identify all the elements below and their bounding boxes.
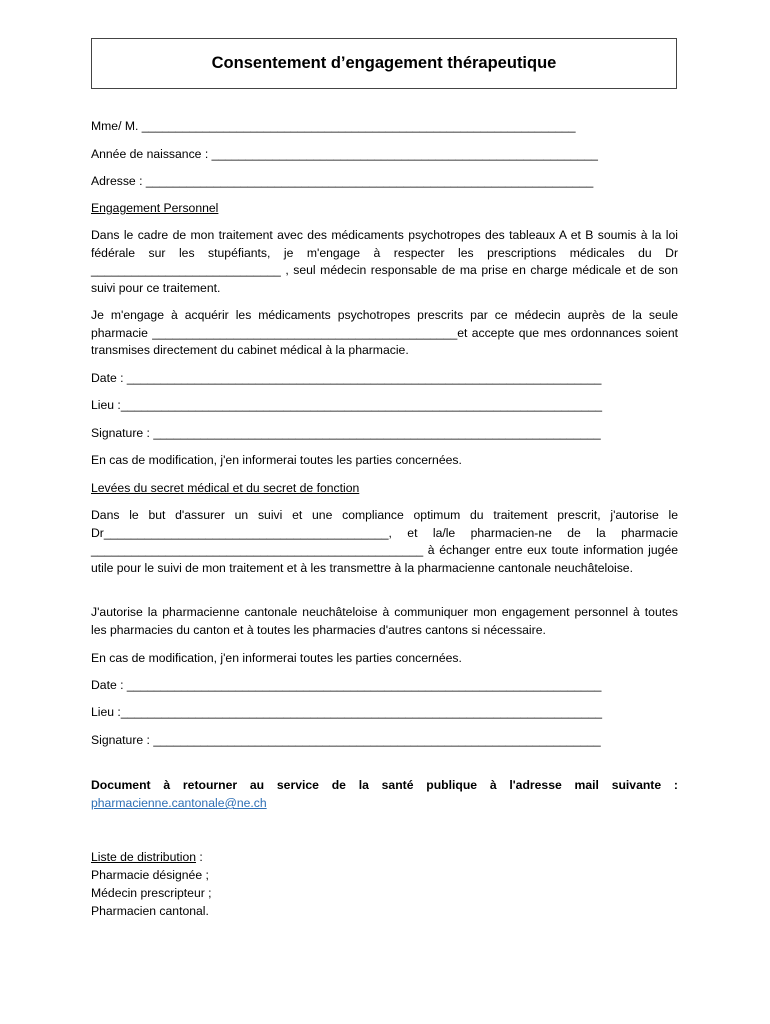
distribution-heading: Liste de distribution — [91, 850, 197, 864]
date-field-2[interactable]: Date : ______________________________________________________________________ — [91, 678, 602, 692]
lieu-field-1[interactable]: Lieu :_______________________________________________________________________ — [91, 398, 603, 412]
distribution-item: Pharmacien cantonal. — [91, 904, 209, 918]
distribution-item: Pharmacie désignée ; — [91, 868, 209, 882]
email-link[interactable]: pharmacienne.cantonale@ne.ch — [91, 796, 267, 810]
date-field-1[interactable]: Date : ______________________________________________________________________ — [91, 371, 602, 385]
return-notice: Document à retourner au service de la santé publique à l'adresse mail suivante : — [91, 778, 678, 792]
lieu-field-2[interactable]: Lieu :_______________________________________________________________________ — [91, 705, 603, 719]
secret-paragraph-1: Dans le but d'assurer un suivi et une compliance optimum du traitement prescrit, j'autorise le Dr__________________________________________, et la/le pharmacien-ne de la pharmacie _________________________________________________ à échanger entre eux toute information jugée utile pour le suivi de mon traitement et à les transmettre à la pharmacienne cantonale neuchâteloise. — [91, 508, 678, 575]
section-heading-secret: Levées du secret médical et du secret de fonction — [91, 481, 360, 495]
email-link-wrapper — [91, 795, 267, 812]
distribution-item: Médecin prescripteur ; — [91, 886, 212, 900]
signature-field-1[interactable]: Signature : __________________________________________________________________ — [91, 426, 601, 440]
secret-paragraph-2: J'autorise la pharmacienne cantonale neuchâteloise à communiquer mon engagement personnel à toutes les pharmacies du canton et à toutes les pharmacies d'autres cantons si nécessaire. — [91, 605, 678, 637]
engagement-paragraph-1: Dans le cadre de mon traitement avec des médicaments psychotropes des tableaux A et B soumis à la loi fédérale sur les stupéfiants, je m'engage à respecter les prescriptions médicales du Dr ____________________________ , seul médecin responsable de ma prise en charge médicale et de son suivi pour ce traitement. — [91, 228, 678, 295]
document-title: Consentement d’engagement thérapeutique — [211, 54, 557, 72]
address-field[interactable]: Adresse : __________________________________________________________________ — [91, 174, 594, 188]
engagement-paragraph-2: Je m'engage à acquérir les médicaments psychotropes prescrits par ce médecin auprès de la seule pharmacie _____________________________________________et accepte que mes ordonnances soient transmises directement du cabinet médical à la pharmacie. — [91, 308, 678, 358]
distribution-colon: : — [196, 850, 203, 864]
modification-notice-1: En cas de modification, j'en informerai toutes les parties concernées. — [91, 453, 462, 467]
name-field[interactable]: Mme/ M. ________________________________________________________________ — [91, 119, 576, 133]
distribution-heading-line — [91, 849, 203, 866]
modification-notice-2: En cas de modification, j'en informerai toutes les parties concernées. — [91, 651, 462, 665]
title-box — [91, 38, 677, 89]
section-heading-engagement: Engagement Personnel — [91, 201, 219, 215]
birth-year-field[interactable]: Année de naissance : _________________________________________________________ — [91, 147, 598, 161]
signature-field-2[interactable]: Signature : __________________________________________________________________ — [91, 733, 601, 747]
